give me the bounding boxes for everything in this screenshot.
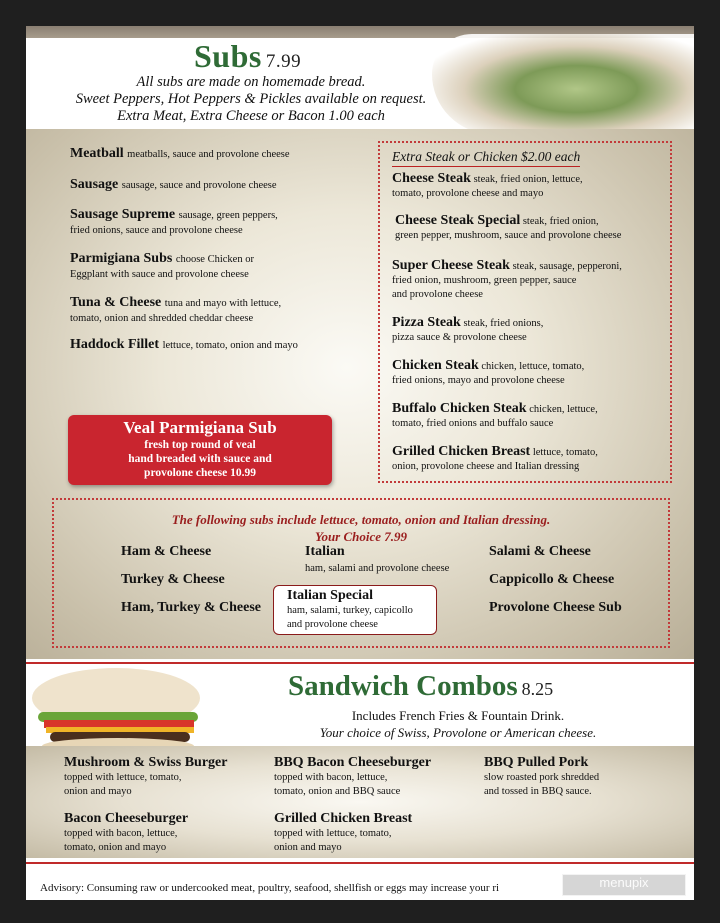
veal-desc: fresh top round of veal bbox=[144, 439, 256, 451]
choice-header bbox=[54, 511, 668, 545]
steak-item bbox=[392, 172, 664, 201]
item-name: Mushroom & Swiss Burger bbox=[64, 755, 228, 770]
item-name: Pizza Steak bbox=[392, 315, 461, 330]
item-desc: tuna and mayo with lettuce, bbox=[164, 298, 282, 309]
item-desc: steak, sausage, pepperoni, bbox=[512, 261, 622, 272]
combos-heading bbox=[288, 670, 553, 703]
item-name: Buffalo Chicken Steak bbox=[392, 401, 527, 416]
subs-panel bbox=[26, 129, 694, 659]
intro-line: Sweet Peppers, Hot Peppers & Pickles available on request. bbox=[75, 91, 427, 107]
intro-line: Extra Meat, Extra Cheese or Bacon 1.00 each bbox=[117, 108, 385, 124]
item-desc: sausage, green peppers, bbox=[178, 210, 278, 221]
steak-box bbox=[378, 141, 672, 483]
combo-item bbox=[274, 754, 474, 799]
item-name: Cheese Steak bbox=[392, 171, 471, 186]
choice-item: Italian Special bbox=[287, 588, 373, 603]
menu-item bbox=[70, 147, 290, 162]
menu-item bbox=[70, 208, 330, 238]
item-desc: tomato, fried onions and buffalo sauce bbox=[392, 418, 554, 429]
steak-item bbox=[392, 402, 664, 431]
choice-header-line: The following subs include lettuce, tomato, onion and Italian dressing. bbox=[171, 512, 551, 527]
item-name: Chicken Steak bbox=[392, 358, 479, 373]
steak-item bbox=[395, 214, 667, 243]
item-desc: slow roasted pork shredded bbox=[484, 772, 600, 783]
item-desc: tomato, provolone cheese and mayo bbox=[392, 188, 544, 199]
item-name: Haddock Fillet bbox=[70, 337, 160, 352]
choice-desc: ham, salami and provolone cheese bbox=[305, 563, 450, 574]
item-desc: and tossed in BBQ sauce. bbox=[484, 786, 592, 797]
item-desc: lettuce, tomato, onion and mayo bbox=[162, 340, 298, 351]
veal-parmigiana-callout bbox=[68, 415, 332, 485]
steak-item bbox=[392, 259, 664, 302]
veal-desc: hand breaded with sauce and bbox=[128, 453, 272, 465]
combo-item bbox=[64, 754, 264, 799]
item-desc: topped with bacon, lettuce, bbox=[64, 828, 178, 839]
item-desc: topped with lettuce, tomato, bbox=[274, 828, 392, 839]
choice-item: Provolone Cheese Sub bbox=[489, 600, 622, 615]
item-name: BBQ Pulled Pork bbox=[484, 755, 589, 770]
watermark: menupix bbox=[562, 874, 686, 896]
item-desc: fried onions, mayo and provolone cheese bbox=[392, 375, 565, 386]
intro-line: All subs are made on homemade bread. bbox=[136, 74, 366, 90]
menu-item bbox=[70, 338, 298, 353]
combos-panel bbox=[26, 746, 694, 858]
item-desc: onion, provolone cheese and Italian dressing bbox=[392, 461, 580, 472]
combo-item bbox=[484, 754, 684, 799]
divider bbox=[26, 862, 694, 864]
item-desc: sausage, sauce and provolone cheese bbox=[121, 180, 277, 191]
item-desc: choose Chicken or bbox=[175, 254, 254, 265]
combos-title: Sandwich Combos bbox=[288, 670, 518, 702]
veal-title: Veal Parmigiana Sub bbox=[123, 418, 277, 437]
item-desc: meatballs, sauce and provolone cheese bbox=[127, 149, 290, 160]
choice-item: Turkey & Cheese bbox=[121, 572, 225, 587]
subs-intro bbox=[26, 74, 476, 125]
choice-item: Italian bbox=[305, 544, 345, 559]
item-desc: fried onion, mushroom, green pepper, sauce bbox=[392, 275, 577, 286]
item-desc: pizza sauce & provolone cheese bbox=[392, 332, 527, 343]
item-name: Bacon Cheeseburger bbox=[64, 811, 189, 826]
item-desc: fried onions, sauce and provolone cheese bbox=[70, 225, 243, 236]
item-desc: tomato, onion and mayo bbox=[64, 842, 167, 853]
menu-item bbox=[70, 252, 330, 282]
combo-item bbox=[274, 810, 474, 855]
item-desc: lettuce, tomato, bbox=[532, 447, 598, 458]
subs-heading bbox=[194, 38, 301, 75]
menu-item bbox=[70, 296, 340, 326]
choice-desc: ham, salami, turkey, capicollo bbox=[287, 605, 413, 616]
subs-title: Subs bbox=[194, 38, 262, 74]
veal-desc: provolone cheese 10.99 bbox=[144, 467, 256, 479]
item-name: Sausage Supreme bbox=[70, 207, 176, 222]
item-name: Grilled Chicken Breast bbox=[392, 444, 531, 459]
item-name: Super Cheese Steak bbox=[392, 258, 510, 273]
item-desc: steak, fried onion, lettuce, bbox=[473, 174, 583, 185]
item-desc: topped with lettuce, tomato, bbox=[64, 772, 182, 783]
item-name: Meatball bbox=[70, 146, 124, 161]
item-name: Sausage bbox=[70, 177, 119, 192]
item-desc: green pepper, mushroom, sauce and provolone cheese bbox=[395, 230, 622, 241]
item-name: Cheese Steak Special bbox=[395, 213, 521, 228]
item-desc: Eggplant with sauce and provolone cheese bbox=[70, 269, 249, 280]
choice-item: Salami & Cheese bbox=[489, 544, 591, 559]
item-desc: topped with bacon, lettuce, bbox=[274, 772, 388, 783]
choice-item: Ham & Cheese bbox=[121, 544, 212, 559]
item-desc: onion and mayo bbox=[274, 842, 342, 853]
item-desc: tomato, onion and BBQ sauce bbox=[274, 786, 401, 797]
combos-price: 8.25 bbox=[521, 679, 554, 699]
steak-item bbox=[392, 445, 664, 474]
choice-item: Ham, Turkey & Cheese bbox=[121, 600, 261, 615]
combos-line: Your choice of Swiss, Provolone or American cheese. bbox=[319, 725, 597, 740]
choice-price-line: Your Choice 7.99 bbox=[314, 529, 408, 544]
item-name: BBQ Bacon Cheeseburger bbox=[274, 755, 432, 770]
combos-line: Includes French Fries & Fountain Drink. bbox=[351, 708, 565, 723]
subs-price: 7.99 bbox=[265, 51, 302, 72]
item-name: Parmigiana Subs bbox=[70, 251, 173, 266]
steak-header: Extra Steak or Chicken $2.00 each bbox=[392, 149, 580, 167]
item-name: Grilled Chicken Breast bbox=[274, 811, 413, 826]
steak-item bbox=[392, 359, 664, 388]
burger-image bbox=[26, 664, 204, 756]
choice-item: Cappicollo & Cheese bbox=[489, 572, 615, 587]
item-desc: chicken, lettuce, tomato, bbox=[481, 361, 585, 372]
choice-desc: and provolone cheese bbox=[287, 619, 378, 630]
advisory-text: Advisory: Consuming raw or undercooked meat, poultry, seafood, shellfish or eggs may increase your ri bbox=[40, 882, 500, 894]
item-desc: steak, fried onions, bbox=[463, 318, 544, 329]
item-desc: onion and mayo bbox=[64, 786, 132, 797]
italian-special-box bbox=[273, 585, 437, 635]
item-desc: chicken, lettuce, bbox=[529, 404, 598, 415]
item-desc: steak, fried onion, bbox=[522, 216, 599, 227]
your-choice-box bbox=[52, 498, 670, 648]
steak-item bbox=[392, 316, 664, 345]
menu-page bbox=[26, 26, 694, 900]
menu-item bbox=[70, 178, 277, 193]
item-desc: tomato, onion and shredded cheddar cheese bbox=[70, 313, 254, 324]
item-name: Tuna & Cheese bbox=[70, 295, 162, 310]
combo-item bbox=[64, 810, 264, 855]
item-desc: and provolone cheese bbox=[392, 289, 483, 300]
